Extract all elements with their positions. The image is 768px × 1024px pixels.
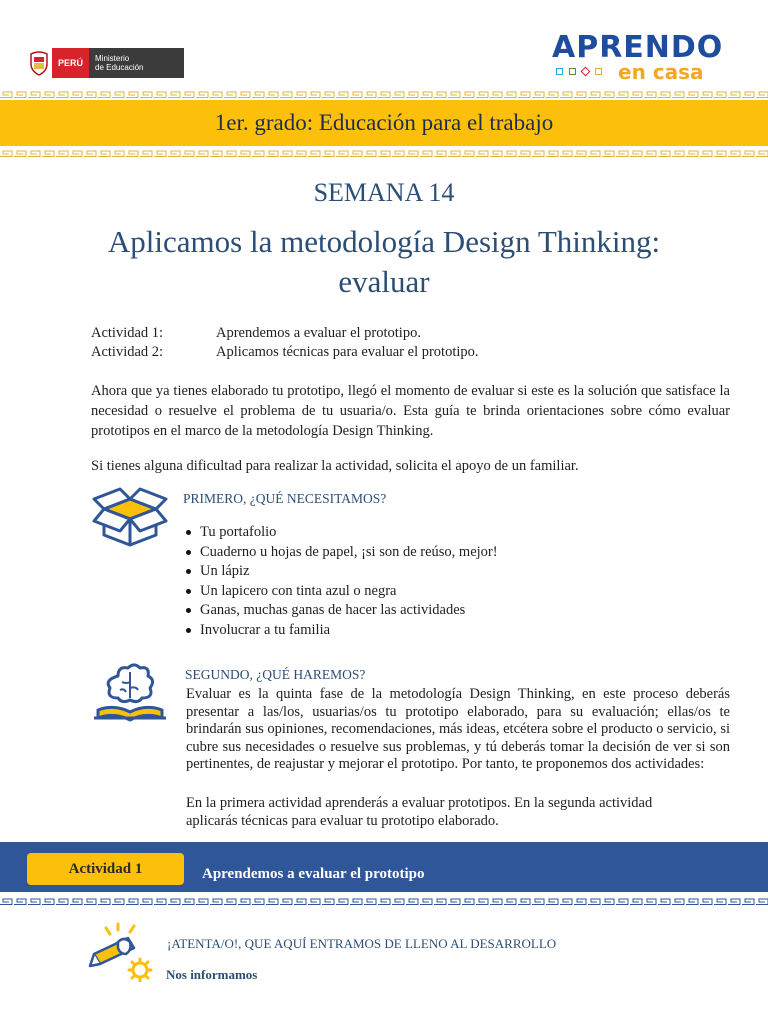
- intro-paragraph: Ahora que ya tienes elaborado tu prototipo, llegó el momento de evaluar si este es la solución que satisface la necesidad o resuelve el problema de tu usuaria/o. Esta guía te brinda orientaciones sobre cómo evaluar prototipos en el marco de la metodología Design Thinking.: [91, 383, 730, 439]
- help-paragraph: Si tienes alguna dificultad para realizar la actividad, solicita el apoyo de un familiar.: [91, 458, 579, 474]
- list-item: Cuaderno u hojas de papel, ¡si son de reúso, mejor!: [185, 543, 498, 563]
- week-title: SEMANA 14: [313, 178, 455, 207]
- second-heading: SEGUNDO, ¿QUÉ HAREMOS?: [185, 667, 366, 682]
- brand-line2: en casa: [618, 60, 704, 84]
- second-paragraph-2: En la primera actividad aprenderás a evaluar prototipos. En la segunda actividad aplicarás técnicas para evaluar tu prototipo elaborado.: [186, 795, 653, 829]
- grade-banner-text: 1er. grado: Educación para el trabajo: [214, 110, 554, 135]
- greek-border-blue: [0, 898, 768, 905]
- list-item: Tu portafolio: [185, 523, 498, 543]
- session-title: [80, 222, 688, 302]
- activity-badge: Actividad 1: [27, 853, 184, 885]
- brain-book-icon: [92, 662, 168, 731]
- second-paragraph-1: Evaluar es la quinta fase de la metodología Design Thinking, en este proceso deberás presentar a las/los, usuarias/os tu prototipo elaborado, para su evaluación; ellas/os te brindarán sus opiniones, recomendaciones, más ideas, etcétera sobre el producto o servicio, si cubre sus necesidades o resuelve sus problemas, y tú deberás tomar la decisión de ver si son pertinentes, de reajustar y mejorar el prototipo. Por tanto, te proponemos dos actividades:: [186, 686, 730, 773]
- box-icon: [90, 485, 170, 552]
- activity-2-text: Aplicamos técnicas para evaluar el prototipo.: [216, 344, 479, 360]
- aprendo-en-casa-logo: [550, 30, 724, 84]
- subsection-title: Nos informamos: [166, 967, 258, 982]
- first-heading: PRIMERO, ¿QUÉ NECESITAMOS?: [183, 491, 387, 506]
- pencil-gear-icon: [88, 920, 158, 987]
- greek-border-bottom: [0, 150, 768, 157]
- country-label: PERÚ: [52, 48, 89, 78]
- attention-text: ¡ATENTA/O!, QUE AQUÍ ENTRAMOS DE LLENO AL DESARROLLO: [167, 936, 557, 951]
- list-item: Un lapicero con tinta azul o negra: [185, 582, 498, 602]
- activity-1-label: Actividad 1:: [91, 325, 164, 341]
- list-item: Involucrar a tu familia: [185, 621, 498, 641]
- greek-border-top: [0, 91, 768, 98]
- ministry-label: [89, 48, 183, 78]
- brand-dots-icon: [556, 68, 602, 75]
- list-item: Un lápiz: [185, 562, 498, 582]
- ministry-line2: de Educación: [95, 63, 144, 72]
- minedu-logo: [26, 48, 184, 78]
- activity-2-label: Actividad 2:: [91, 344, 164, 360]
- activity-1-text: Aprendemos a evaluar el prototipo.: [216, 325, 421, 341]
- session-title-line1: Aplicamos la metodología Design Thinking:: [107, 224, 661, 259]
- activity-bar-title: Aprendemos a evaluar el prototipo: [202, 866, 425, 882]
- peru-shield-icon: [26, 48, 52, 78]
- ministry-line1: Ministerio: [95, 54, 130, 63]
- materials-list: [185, 523, 498, 641]
- session-title-line2: evaluar: [338, 264, 430, 299]
- brand-line1: APRENDO: [552, 30, 724, 65]
- list-item: Ganas, muchas ganas de hacer las actividades: [185, 601, 498, 621]
